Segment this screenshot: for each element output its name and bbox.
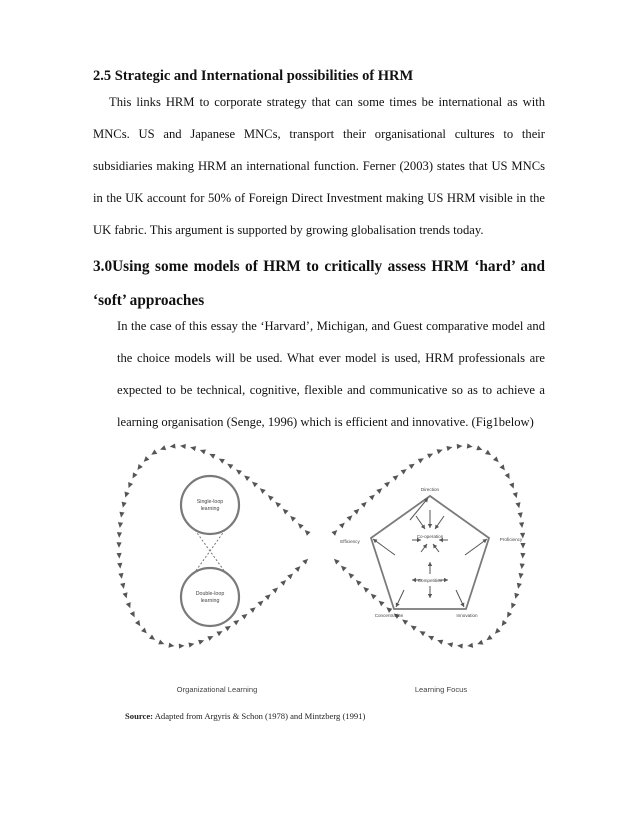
loop-arrowhead (120, 583, 126, 590)
loop-arrowhead (117, 532, 123, 538)
loop-arrowhead (258, 486, 266, 494)
loop-arrowhead (467, 643, 473, 649)
loop-arrowhead (485, 635, 493, 642)
arrow-from-competition-head (428, 594, 432, 598)
loop-arrowhead (369, 592, 377, 600)
loop-arrowhead (401, 617, 409, 624)
loop-arrowhead (418, 629, 425, 636)
loop-arrowhead (347, 513, 355, 521)
loop-arrowhead (353, 507, 361, 515)
arrow-to-concentration-head (394, 602, 400, 607)
loop-arrowhead (150, 450, 158, 457)
loop-arrowhead (339, 521, 347, 529)
cross-line (195, 530, 225, 572)
loop-arrowhead (376, 486, 384, 494)
loop-arrowhead (516, 583, 522, 590)
pentagon-arrows (372, 497, 489, 608)
competition-label: Competition (417, 578, 443, 583)
loop-arrowhead (332, 557, 340, 565)
loop-arrowhead (505, 473, 512, 480)
single-loop-circle (181, 476, 239, 534)
loop-arrowhead (418, 456, 425, 463)
loop-arrowhead (188, 641, 195, 647)
section-heading-models: 3.0Using some models of HRM to critically assess HRM ‘hard’ and ‘soft’ approaches (93, 258, 545, 309)
section-heading: 2.5 Strategic and International possibilities of HRM (93, 68, 414, 84)
loop-arrowhead (520, 553, 525, 559)
loop-arrowhead (296, 521, 304, 529)
loop-arrowhead (142, 456, 150, 464)
loop-arrowhead (149, 634, 157, 641)
loop-arrowhead (457, 643, 463, 649)
loop-arrowhead (509, 483, 516, 490)
double-loop-circle (181, 568, 239, 626)
loop-arrowhead (273, 500, 281, 508)
loop-arrowhead (354, 578, 362, 586)
loop-arrowhead (234, 467, 242, 474)
concentration-label: Concentration (374, 613, 404, 618)
direction-label: Direction (420, 487, 440, 492)
loop-arrowhead (179, 643, 185, 649)
loop-arrowhead (116, 542, 121, 548)
loop-arrowhead (520, 543, 525, 549)
loop-arrowhead (446, 445, 453, 451)
loop-arrowhead (467, 443, 473, 449)
loop-arrowhead (519, 563, 525, 569)
loop-arrowhead (303, 528, 311, 536)
loop-arrowhead (241, 612, 249, 620)
loop-arrowhead (493, 628, 501, 636)
innovation-label: Innovation (456, 613, 478, 618)
loop-arrowhead (393, 473, 401, 481)
loop-arrowhead (266, 493, 274, 501)
loop-arrowhead (130, 472, 137, 479)
loop-arrowhead (409, 623, 417, 630)
loop-arrowhead (409, 462, 417, 469)
loop-arrowhead (117, 522, 123, 528)
loop-arrowhead (126, 482, 133, 489)
loop-arrowhead (347, 571, 355, 579)
loop-arrowhead (500, 620, 507, 628)
loop-arrowhead (233, 618, 241, 625)
arrow-to-cooperation-head (421, 524, 427, 530)
arrow-to-cooperation-head (428, 524, 432, 528)
loop-arrowhead (216, 629, 223, 636)
loop-arrowhead (199, 448, 206, 455)
loop-arrowhead (135, 464, 142, 472)
caption-organizational-learning: Organizational Learning (176, 685, 258, 694)
loop-arrowhead (437, 447, 444, 454)
arrow-to-cooperation-head (433, 524, 439, 530)
cooperation-label: Co-operation (416, 534, 444, 539)
loop-arrowhead (436, 638, 443, 645)
loop-arrowhead (302, 557, 310, 565)
loop-arrowhead (499, 464, 506, 472)
loop-arrowhead (141, 628, 149, 636)
loop-arrowhead (116, 553, 121, 559)
loop-arrowhead (493, 456, 501, 464)
loop-arrowhead (518, 573, 524, 579)
loop-arrowhead (457, 443, 463, 449)
loop-arrowhead (189, 445, 196, 451)
loop-arrowhead (159, 445, 166, 452)
loop-arrowhead (509, 603, 516, 610)
loop-arrowhead (446, 641, 453, 647)
single-loop-label: Single-loop learning (196, 499, 224, 512)
loop-arrowhead (485, 450, 493, 457)
loop-arrowhead (385, 605, 393, 613)
loop-arrowhead (118, 573, 124, 579)
loop-arrowhead (250, 605, 258, 613)
loop-arrowhead (476, 445, 483, 452)
loop-arrowhead (361, 500, 369, 508)
caption-learning-focus: Learning Focus (414, 685, 468, 694)
loop-arrowhead (513, 593, 520, 600)
double-loop-label: Double-loop learning (195, 591, 225, 604)
loop-arrowhead (369, 493, 377, 501)
loop-arrowhead (135, 620, 142, 628)
loop-arrowhead (272, 586, 280, 594)
loop-arrowhead (168, 643, 174, 649)
loop-arrowhead (265, 592, 273, 600)
loop-arrowhead (225, 624, 233, 631)
arrow-from-competition-head (412, 578, 416, 582)
loop-arrowhead (339, 564, 347, 572)
loop-arrowhead (384, 480, 392, 488)
source-text: Adapted from Argyris & Schon (1978) and Mintzberg (1991) (154, 711, 366, 721)
loop-arrowhead (120, 502, 126, 509)
loop-arrowhead (117, 563, 123, 569)
loop-arrowhead (519, 522, 525, 528)
loop-arrowhead (119, 512, 125, 518)
loop-arrowhead (130, 611, 137, 618)
arrow-from-competition-head (444, 578, 448, 582)
arrow-to-innovation-head (460, 602, 466, 607)
loop-arrowhead (518, 512, 524, 518)
loop-arrowhead (217, 456, 224, 463)
loop-arrowhead (476, 640, 483, 647)
source-label: Source: (125, 711, 154, 721)
loop-arrowhead (280, 578, 288, 586)
loop-arrowhead (257, 599, 265, 607)
loop-arrowhead (180, 443, 186, 449)
loop-arrowhead (288, 514, 296, 522)
loop-arrowhead (505, 612, 512, 619)
loop-arrowhead (123, 492, 130, 499)
loop-arrowhead (401, 467, 409, 474)
loop-arrowhead (250, 480, 258, 488)
loop-arrowhead (123, 592, 130, 599)
paragraph-models: In the case of this essay the ‘Harvard’, Michigan, and Guest comparative model and the choice models will be used. What ever model is used, HRM professionals are expected to be technical, cognitive, flexible and communicative so as to achieve a learning organisation (Senge, 1996) which is efficient and innovative. (Fig1below) (117, 319, 545, 429)
loop-arrowhead (295, 564, 303, 572)
loop-arrowhead (331, 528, 339, 536)
loop-arrowhead (242, 473, 250, 481)
figure-source (125, 711, 365, 721)
loop-arrowhead (362, 585, 370, 593)
paragraph-strategic-hrm: This links HRM to corporate strategy that can some times be international as with MNCs. US and Japanese MNCs, transport their organisational cultures to their subsidiaries making HRM an international function. Ferner (2003) states that US MNCs in the UK account for 50% of Foreign Direct Investment making US HRM visible in the UK fabric. This argument is supported by growing globalisation trends today. (93, 95, 545, 237)
loop-arrowhead (126, 602, 133, 609)
loop-arrowhead (198, 638, 205, 645)
loop-arrowhead (427, 634, 434, 641)
loop-arrowhead (169, 443, 175, 449)
loop-arrowhead (515, 502, 521, 509)
proficiency-label: Proficiency (499, 537, 523, 542)
loop-arrowhead (377, 599, 385, 607)
loop-arrowhead (208, 452, 215, 459)
loop-arrowhead (513, 492, 520, 499)
loop-arrowhead (226, 462, 234, 469)
loop-arrowhead (287, 572, 295, 580)
loop-arrowhead (281, 507, 289, 515)
loop-arrowhead (207, 634, 214, 641)
arrow-from-competition-head (428, 562, 432, 566)
efficiency-label: Efficiency (340, 539, 360, 544)
loop-arrowhead (158, 640, 165, 647)
loop-arrowhead (427, 451, 434, 458)
